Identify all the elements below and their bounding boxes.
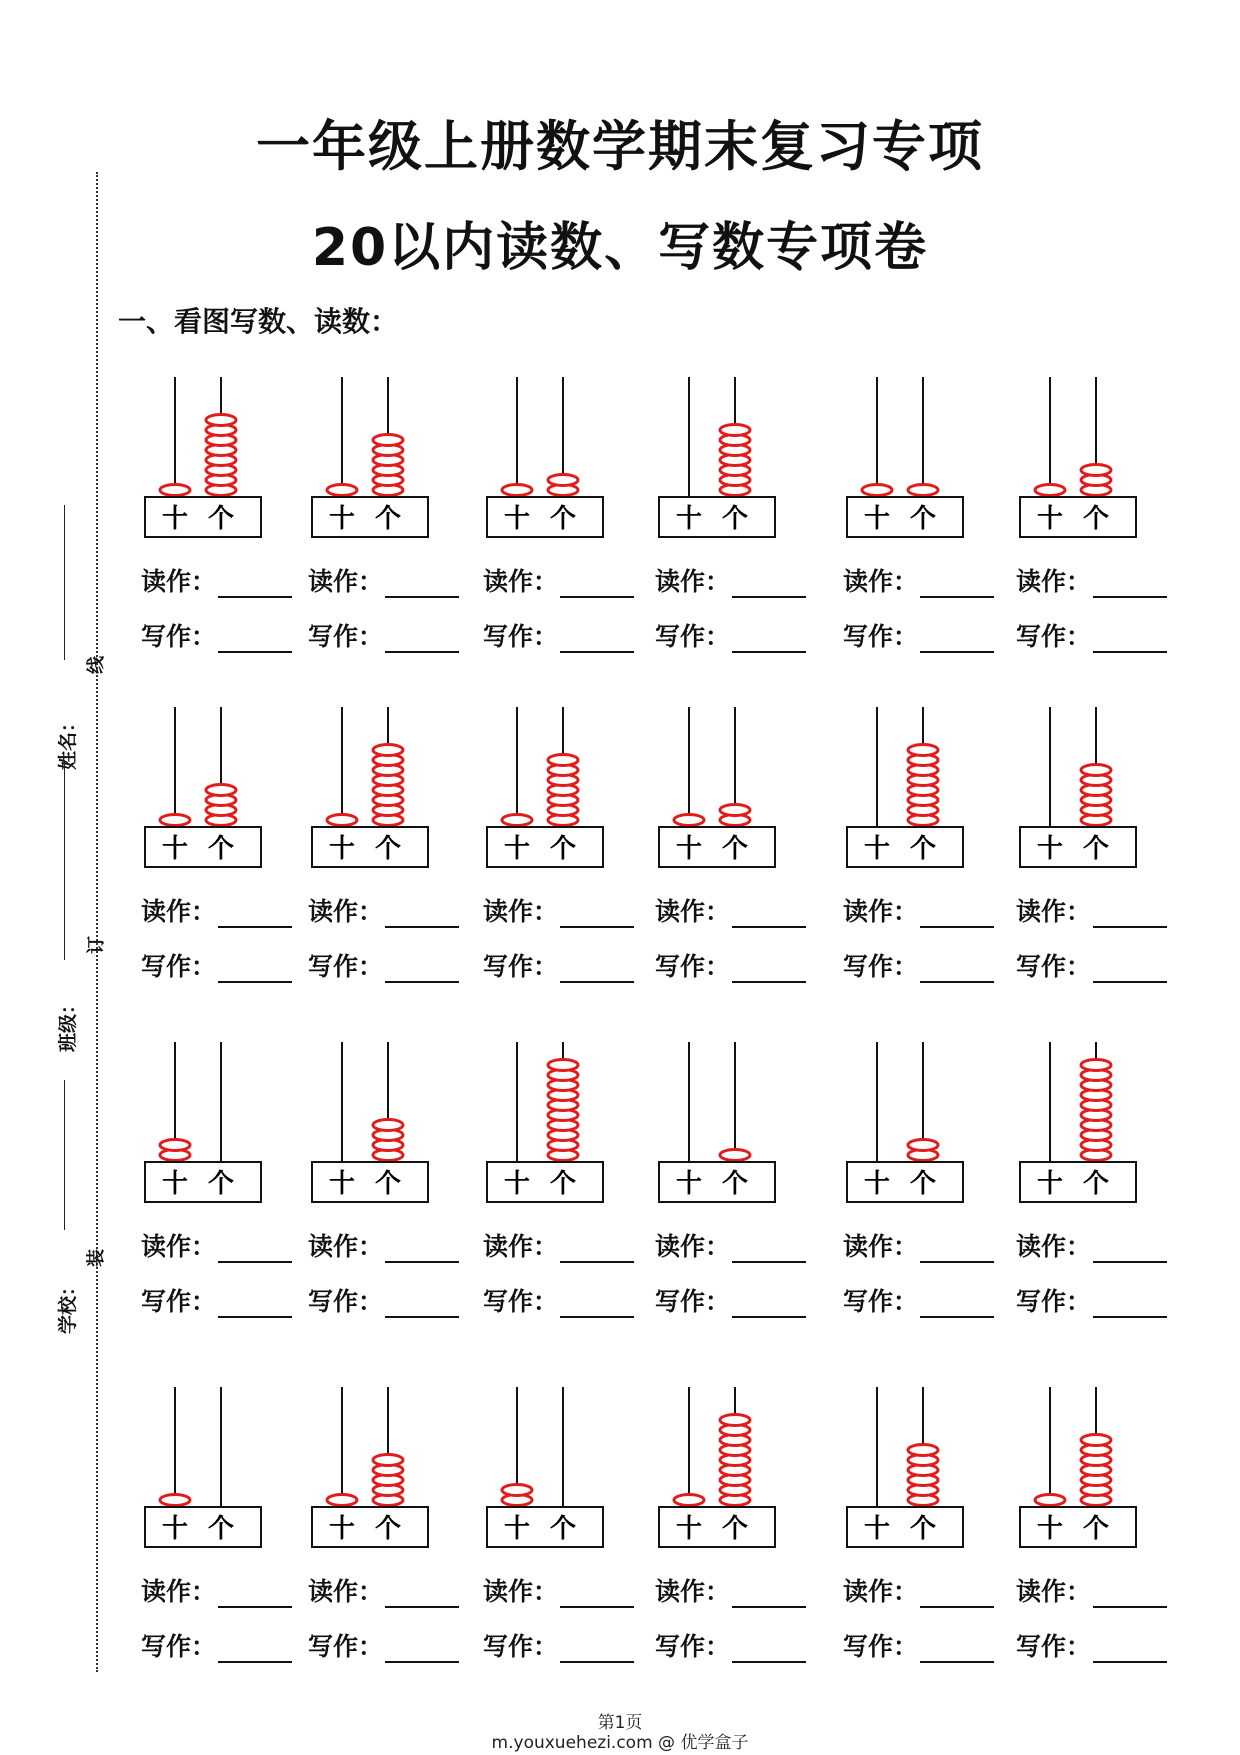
read-answer [1016, 892, 1167, 928]
write-answer [141, 1627, 292, 1663]
read-blank[interactable] [385, 1260, 459, 1263]
read-label: 读作： [843, 1577, 919, 1606]
tens-place-label: 十 [328, 834, 356, 864]
tens-place-label: 十 [328, 1169, 356, 1199]
tens-place-label: 十 [863, 504, 891, 534]
read-blank[interactable] [218, 925, 292, 928]
tens-place-label: 十 [1036, 504, 1064, 534]
write-blank[interactable] [385, 650, 459, 653]
write-answer [1016, 947, 1167, 983]
write-label: 写作： [655, 1287, 731, 1316]
abacus-drawing [657, 1385, 797, 1550]
write-blank[interactable] [385, 1660, 459, 1663]
abacus-item [310, 1385, 490, 1705]
write-label: 写作： [655, 952, 731, 981]
write-answer [655, 1627, 806, 1663]
write-blank[interactable] [385, 1315, 459, 1318]
read-blank[interactable] [1093, 925, 1167, 928]
read-label: 读作： [1016, 897, 1092, 926]
read-blank[interactable] [920, 595, 994, 598]
read-label: 读作： [655, 567, 731, 596]
read-answer [141, 1572, 292, 1608]
read-answer [308, 1227, 459, 1263]
abacus-item [657, 375, 837, 695]
abacus-drawing [1018, 375, 1158, 540]
read-label: 读作： [483, 567, 559, 596]
abacus-drawing [310, 375, 450, 540]
bead [548, 1060, 578, 1071]
write-label: 写作： [308, 1632, 384, 1661]
bead [1081, 1435, 1111, 1446]
tens-place-label: 十 [675, 834, 703, 864]
ones-place-label: 个 [909, 1169, 937, 1199]
read-blank[interactable] [732, 595, 806, 598]
read-blank[interactable] [560, 1260, 634, 1263]
read-answer [843, 562, 994, 598]
write-label: 写作： [1016, 1287, 1092, 1316]
abacus-item [310, 375, 490, 695]
abacus-drawing [310, 1040, 450, 1205]
name-underline [64, 505, 65, 660]
tens-place-label: 十 [328, 1514, 356, 1544]
read-label: 读作： [483, 897, 559, 926]
write-label: 写作： [843, 952, 919, 981]
ones-place-label: 个 [207, 1169, 235, 1199]
read-answer [308, 562, 459, 598]
read-blank[interactable] [385, 595, 459, 598]
write-blank[interactable] [732, 1660, 806, 1663]
abacus-drawing [143, 375, 283, 540]
write-label: 写作： [655, 622, 731, 651]
read-answer [483, 892, 634, 928]
read-answer [655, 1572, 806, 1608]
tens-place-label: 十 [863, 1514, 891, 1544]
write-blank[interactable] [920, 650, 994, 653]
tens-place-label: 十 [503, 504, 531, 534]
ones-place-label: 个 [549, 504, 577, 534]
bead [502, 815, 532, 826]
abacus-item [657, 1385, 837, 1705]
ones-place-label: 个 [374, 504, 402, 534]
abacus-item [485, 1385, 665, 1705]
abacus-drawing [1018, 1385, 1158, 1550]
bead [206, 785, 236, 796]
write-blank[interactable] [1093, 1660, 1167, 1663]
read-blank[interactable] [732, 1260, 806, 1263]
abacus-drawing [310, 705, 450, 870]
abacus-item [485, 375, 665, 695]
abacus-drawing [657, 375, 797, 540]
class-underline [64, 760, 65, 960]
read-label: 读作： [843, 897, 919, 926]
write-label: 写作： [843, 1632, 919, 1661]
write-blank[interactable] [920, 1315, 994, 1318]
bead [1081, 765, 1111, 776]
tens-place-label: 十 [503, 834, 531, 864]
tens-place-label: 十 [675, 504, 703, 534]
school-label: 学校： [57, 1276, 80, 1335]
bead [373, 1120, 403, 1131]
write-answer [1016, 1282, 1167, 1318]
tens-place-label: 十 [1036, 834, 1064, 864]
read-blank[interactable] [732, 925, 806, 928]
write-blank[interactable] [920, 1660, 994, 1663]
write-label: 写作： [483, 952, 559, 981]
abacus-item [1018, 705, 1198, 1025]
write-label: 写作： [655, 1632, 731, 1661]
write-blank[interactable] [732, 650, 806, 653]
read-blank[interactable] [1093, 595, 1167, 598]
abacus-item [485, 1040, 665, 1360]
write-answer [308, 1627, 459, 1663]
abacus-drawing [657, 1040, 797, 1205]
abacus-drawing [485, 375, 625, 540]
abacus-drawing [845, 705, 985, 870]
write-label: 写作： [141, 1287, 217, 1316]
bead [720, 1150, 750, 1161]
read-blank[interactable] [920, 1605, 994, 1608]
bead [206, 415, 236, 426]
write-label: 写作： [483, 1287, 559, 1316]
tens-place-label: 十 [503, 1514, 531, 1544]
ones-place-label: 个 [549, 1169, 577, 1199]
abacus-drawing [845, 1385, 985, 1550]
write-answer [483, 1627, 634, 1663]
read-answer [1016, 562, 1167, 598]
tens-place-label: 十 [1036, 1514, 1064, 1544]
ones-place-label: 个 [909, 504, 937, 534]
read-label: 读作： [308, 567, 384, 596]
read-answer [483, 1227, 634, 1263]
bead [160, 815, 190, 826]
read-label: 读作： [483, 1232, 559, 1261]
read-label: 读作： [1016, 1577, 1092, 1606]
bead [720, 805, 750, 816]
write-answer [1016, 617, 1167, 653]
bead [720, 425, 750, 436]
write-answer [843, 1627, 994, 1663]
abacus-item [657, 705, 837, 1025]
abacus-drawing [845, 375, 985, 540]
write-answer [483, 947, 634, 983]
abacus-drawing [485, 1385, 625, 1550]
ones-place-label: 个 [909, 1514, 937, 1544]
write-blank[interactable] [218, 650, 292, 653]
abacus-item [143, 1385, 323, 1705]
bead [720, 1415, 750, 1426]
bead [373, 435, 403, 446]
ones-place-label: 个 [207, 1514, 235, 1544]
tens-place-label: 十 [161, 1169, 189, 1199]
write-label: 写作： [483, 622, 559, 651]
read-blank[interactable] [732, 1605, 806, 1608]
write-answer [843, 947, 994, 983]
write-blank[interactable] [218, 1660, 292, 1663]
bead [862, 485, 892, 496]
footer-site: m.youxuehezi.com @ 优学盒子 [491, 1733, 749, 1753]
read-label: 读作： [141, 1577, 217, 1606]
abacus-drawing [485, 705, 625, 870]
write-label: 写作： [308, 952, 384, 981]
write-answer [141, 1282, 292, 1318]
read-label: 读作： [655, 1577, 731, 1606]
binding-char-zhuang: 装 [86, 1249, 107, 1267]
ones-place-label: 个 [207, 504, 235, 534]
read-answer [1016, 1227, 1167, 1263]
read-blank[interactable] [218, 595, 292, 598]
ones-place-label: 个 [374, 1514, 402, 1544]
read-blank[interactable] [560, 1605, 634, 1608]
abacus-drawing [657, 705, 797, 870]
write-blank[interactable] [385, 980, 459, 983]
write-answer [308, 1282, 459, 1318]
bead [674, 1495, 704, 1506]
read-answer [483, 1572, 634, 1608]
tens-place-label: 十 [1036, 1169, 1064, 1199]
abacus-item [1018, 1040, 1198, 1360]
ones-place-label: 个 [909, 834, 937, 864]
read-answer [1016, 1572, 1167, 1608]
read-blank[interactable] [1093, 1260, 1167, 1263]
binding-dotted-line [96, 172, 98, 1672]
name-label: 姓名： [57, 712, 80, 771]
tens-place-label: 十 [675, 1514, 703, 1544]
abacus-item [1018, 1385, 1198, 1705]
bead [1035, 1495, 1065, 1506]
abacus-drawing [143, 1385, 283, 1550]
write-answer [141, 947, 292, 983]
tens-place-label: 十 [328, 504, 356, 534]
abacus-drawing [1018, 1040, 1158, 1205]
ones-place-label: 个 [721, 504, 749, 534]
write-blank[interactable] [1093, 980, 1167, 983]
class-label: 班级： [57, 994, 80, 1053]
abacus-drawing [845, 1040, 985, 1205]
bead [502, 485, 532, 496]
write-answer [655, 1282, 806, 1318]
abacus-item [845, 375, 1025, 695]
write-label: 写作： [843, 1287, 919, 1316]
read-answer [655, 562, 806, 598]
ones-place-label: 个 [549, 1514, 577, 1544]
read-answer [843, 1227, 994, 1263]
read-answer [141, 1227, 292, 1263]
write-label: 写作： [1016, 952, 1092, 981]
page-subtitle: 20以内读数、写数专项卷 [311, 218, 929, 278]
write-blank[interactable] [560, 1660, 634, 1663]
tens-place-label: 十 [675, 1169, 703, 1199]
bead [327, 1495, 357, 1506]
abacus-item [143, 1040, 323, 1360]
abacus-item [845, 1040, 1025, 1360]
write-answer [843, 1282, 994, 1318]
read-blank[interactable] [1093, 1605, 1167, 1608]
read-answer [141, 892, 292, 928]
bead [160, 485, 190, 496]
write-label: 写作： [1016, 1632, 1092, 1661]
read-label: 读作： [843, 567, 919, 596]
page-number: 第1页 [597, 1713, 643, 1733]
bead [1035, 485, 1065, 496]
read-answer [843, 1572, 994, 1608]
abacus-item [845, 705, 1025, 1025]
ones-place-label: 个 [207, 834, 235, 864]
read-blank[interactable] [560, 595, 634, 598]
abacus-item [485, 705, 665, 1025]
bead [327, 815, 357, 826]
ones-place-label: 个 [1082, 834, 1110, 864]
read-blank[interactable] [920, 925, 994, 928]
write-answer [308, 947, 459, 983]
bead [674, 815, 704, 826]
write-answer [483, 617, 634, 653]
read-label: 读作： [483, 1577, 559, 1606]
bead [160, 1495, 190, 1506]
read-answer [655, 892, 806, 928]
read-label: 读作： [1016, 567, 1092, 596]
read-label: 读作： [1016, 1232, 1092, 1261]
write-blank[interactable] [1093, 650, 1167, 653]
tens-place-label: 十 [161, 834, 189, 864]
write-blank[interactable] [732, 1315, 806, 1318]
write-answer [483, 1282, 634, 1318]
bead [908, 745, 938, 756]
school-underline [64, 1080, 65, 1230]
write-blank[interactable] [560, 650, 634, 653]
write-answer [1016, 1627, 1167, 1663]
write-label: 写作： [843, 622, 919, 651]
read-blank[interactable] [218, 1605, 292, 1608]
read-blank[interactable] [560, 925, 634, 928]
write-label: 写作： [483, 1632, 559, 1661]
write-label: 写作： [308, 1287, 384, 1316]
bead [1081, 1060, 1111, 1071]
page-title: 一年级上册数学期末复习专项 [256, 115, 984, 178]
bead [908, 1445, 938, 1456]
abacus-item [310, 705, 490, 1025]
ones-place-label: 个 [721, 1514, 749, 1544]
write-blank[interactable] [218, 980, 292, 983]
abacus-item [143, 375, 323, 695]
tens-place-label: 十 [863, 1169, 891, 1199]
abacus-drawing [143, 1040, 283, 1205]
write-label: 写作： [141, 622, 217, 651]
binding-char-xian: 线 [86, 656, 107, 674]
read-label: 读作： [308, 1232, 384, 1261]
bead [502, 1485, 532, 1496]
read-answer [483, 562, 634, 598]
write-blank[interactable] [560, 980, 634, 983]
write-blank[interactable] [920, 980, 994, 983]
write-answer [308, 617, 459, 653]
write-blank[interactable] [218, 1315, 292, 1318]
abacus-drawing [143, 705, 283, 870]
read-label: 读作： [141, 897, 217, 926]
bead [373, 745, 403, 756]
write-answer [655, 947, 806, 983]
ones-place-label: 个 [1082, 1514, 1110, 1544]
read-blank[interactable] [920, 1260, 994, 1263]
abacus-drawing [310, 1385, 450, 1550]
read-label: 读作： [655, 897, 731, 926]
abacus-item [143, 705, 323, 1025]
read-label: 读作： [843, 1232, 919, 1261]
ones-place-label: 个 [1082, 1169, 1110, 1199]
abacus-drawing [485, 1040, 625, 1205]
write-answer [843, 617, 994, 653]
bead [1081, 465, 1111, 476]
bead [160, 1140, 190, 1151]
write-blank[interactable] [732, 980, 806, 983]
read-answer [655, 1227, 806, 1263]
abacus-item [845, 1385, 1025, 1705]
bead [373, 1455, 403, 1466]
write-label: 写作： [141, 1632, 217, 1661]
read-blank[interactable] [385, 925, 459, 928]
tens-place-label: 十 [863, 834, 891, 864]
read-answer [308, 892, 459, 928]
bead [908, 485, 938, 496]
write-blank[interactable] [1093, 1315, 1167, 1318]
read-blank[interactable] [385, 1605, 459, 1608]
ones-place-label: 个 [549, 834, 577, 864]
bead [548, 755, 578, 766]
read-label: 读作： [308, 1577, 384, 1606]
read-label: 读作： [308, 897, 384, 926]
ones-place-label: 个 [374, 1169, 402, 1199]
read-label: 读作： [141, 1232, 217, 1261]
ones-place-label: 个 [1082, 504, 1110, 534]
ones-place-label: 个 [721, 834, 749, 864]
write-label: 写作： [1016, 622, 1092, 651]
read-answer [843, 892, 994, 928]
ones-place-label: 个 [374, 834, 402, 864]
write-label: 写作： [141, 952, 217, 981]
write-answer [141, 617, 292, 653]
write-blank[interactable] [560, 1315, 634, 1318]
tens-place-label: 十 [161, 1514, 189, 1544]
binding-char-ding: 订 [86, 936, 107, 954]
tens-place-label: 十 [161, 504, 189, 534]
ones-place-label: 个 [721, 1169, 749, 1199]
bead [548, 475, 578, 486]
bead [908, 1140, 938, 1151]
abacus-drawing [1018, 705, 1158, 870]
tens-place-label: 十 [503, 1169, 531, 1199]
abacus-item [657, 1040, 837, 1360]
abacus-item [310, 1040, 490, 1360]
read-label: 读作： [141, 567, 217, 596]
write-answer [655, 617, 806, 653]
section-heading: 一、看图写数、读数： [118, 305, 399, 338]
read-blank[interactable] [218, 1260, 292, 1263]
read-label: 读作： [655, 1232, 731, 1261]
bead [327, 485, 357, 496]
abacus-item [1018, 375, 1198, 695]
read-answer [308, 1572, 459, 1608]
read-answer [141, 562, 292, 598]
write-label: 写作： [308, 622, 384, 651]
